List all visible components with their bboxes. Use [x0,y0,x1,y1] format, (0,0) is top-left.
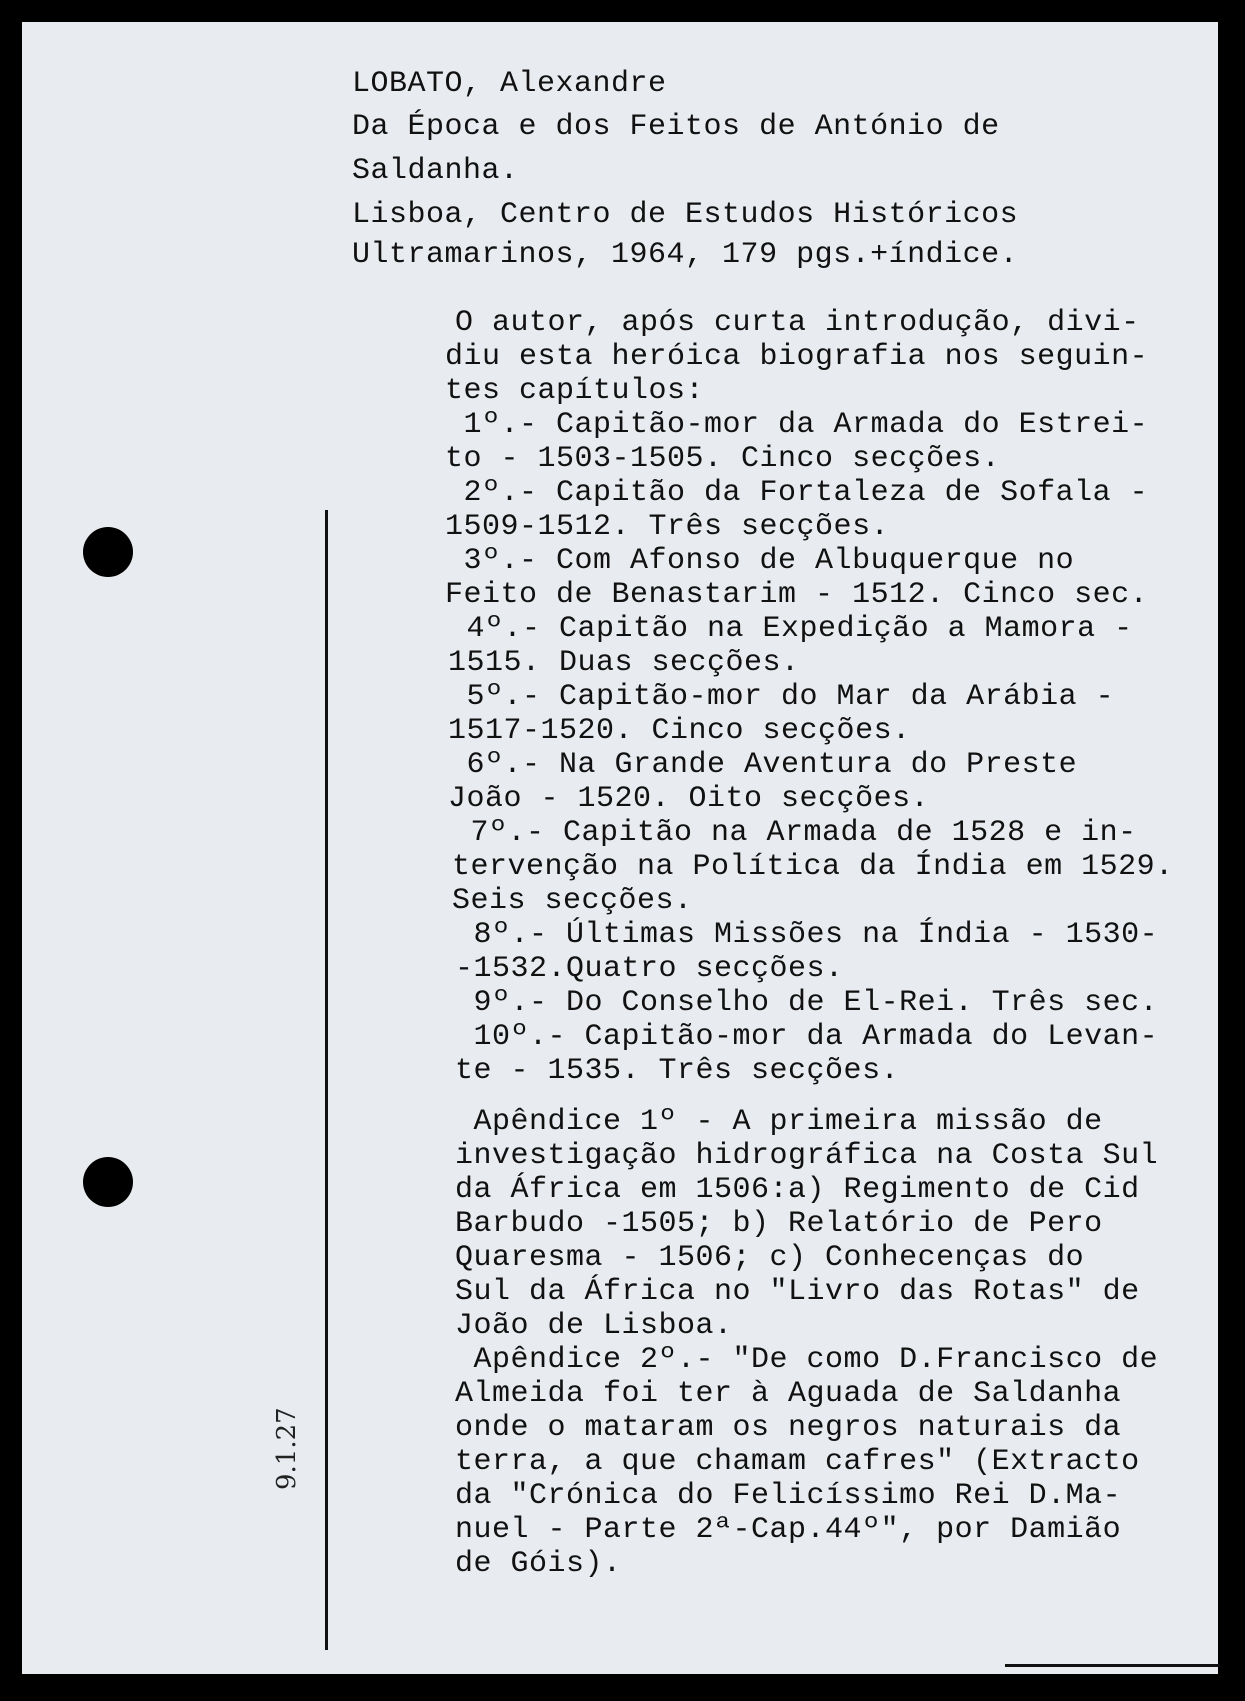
handwritten-note [267,1450,377,1490]
chapter-line: 6º.- Na Grande Aventura do Preste [448,748,1078,782]
imprint-line-2: Ultramarinos, 1964, 179 pgs.+índice. [352,238,1019,272]
chapter-line: -1532.Quatro secções. [455,952,844,986]
chapter-line: Feito de Benastarim - 1512. Cinco sec. [445,578,1149,612]
intro-line: tes capítulos: [445,374,705,408]
appendix-line: Almeida foi ter à Aguada de Saldanha [455,1377,1122,1411]
chapter-line: Seis secções. [452,884,693,918]
chapter-line: 1517-1520. Cinco secções. [448,714,911,748]
appendix-line: da "Crónica do Felicíssimo Rei D.Ma- [455,1479,1122,1513]
chapter-line: 1515. Duas secções. [448,646,800,680]
imprint-line-1: Lisboa, Centro de Estudos Históricos [352,198,1019,232]
appendix-line: Apêndice 2º.- "De como D.Francisco de [455,1343,1159,1377]
author: LOBATO, Alexandre [352,67,667,101]
chapter-line: 3º.- Com Afonso de Albuquerque no [445,544,1075,578]
appendix-line: Quaresma - 1506; c) Conhecenças do [455,1241,1085,1275]
appendix-line: nuel - Parte 2ª-Cap.44º", por Damião [455,1513,1122,1547]
appendix-line: investigação hidrográfica na Costa Sul [455,1139,1159,1173]
appendix-line: onde o mataram os negros naturais da [455,1411,1122,1445]
appendix-line: Apêndice 1º - A primeira missão de [455,1105,1103,1139]
appendix-line: Barbudo -1505; b) Relatório de Pero [455,1207,1103,1241]
chapter-line: 1º.- Capitão-mor da Armada do Estrei- [445,408,1149,442]
chapter-line: to - 1503-1505. Cinco secções. [445,442,1001,476]
chapter-line: te - 1535. Três secções. [455,1054,900,1088]
chapter-line: tervenção na Política da Índia em 1529. [452,850,1174,884]
intro-line: O autor, após curta introdução, divi- [455,306,1140,340]
appendix-line: Sul da África no "Livro das Rotas" de [455,1275,1140,1309]
chapter-line: João - 1520. Oito secções. [448,782,930,816]
punch-hole-bottom [83,1157,133,1207]
intro-line: diu esta heróica biografia nos seguin- [445,340,1149,374]
appendix-line: da África em 1506:a) Regimento de Cid [455,1173,1140,1207]
chapter-line: 1509-1512. Três secções. [445,510,890,544]
chapter-line: 9º.- Do Conselho de El-Rei. Três sec. [455,986,1159,1020]
chapter-line: 4º.- Capitão na Expedição a Mamora - [448,612,1133,646]
chapter-line: 5º.- Capitão-mor do Mar da Arábia - [448,680,1115,714]
appendix-line: de Góis). [455,1547,622,1581]
punch-hole-top [83,527,133,577]
chapter-line: 8º.- Últimas Missões na Índia - 1530- [455,918,1159,952]
chapter-line: 7º.- Capitão na Armada de 1528 e in- [452,816,1137,850]
title-line-1: Da Época e dos Feitos de António de [352,110,1000,144]
appendix-line: João de Lisboa. [455,1309,733,1343]
chapter-line: 10º.- Capitão-mor da Armada do Levan- [455,1020,1159,1054]
title-line-2: Saldanha. [352,154,519,188]
bottom-rule [1005,1664,1220,1667]
appendix-line: terra, a que chamam cafres" (Extracto [455,1445,1140,1479]
chapter-line: 2º.- Capitão da Fortaleza de Sofala - [445,476,1149,510]
